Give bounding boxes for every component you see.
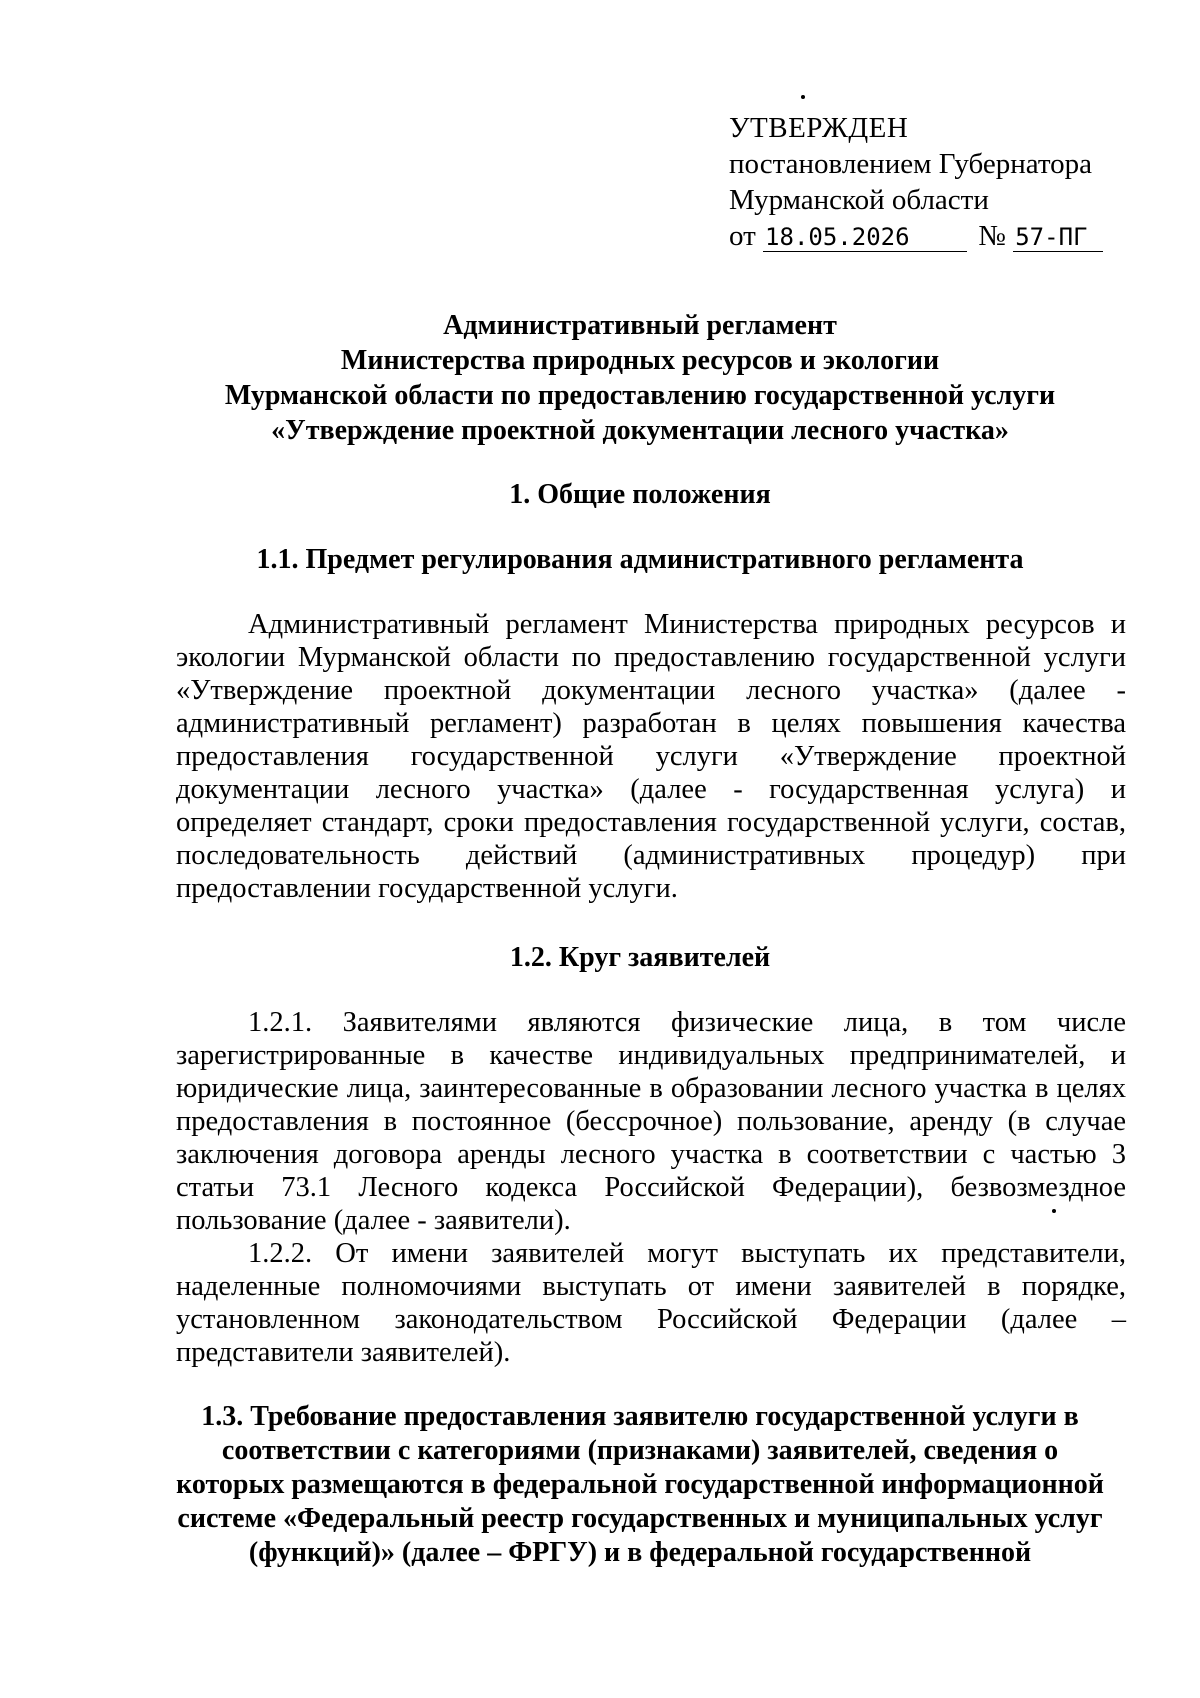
approval-date-number-line [729, 218, 1109, 254]
date-prefix: от [729, 220, 756, 252]
paragraph-line: статьи 73.1 Лесного кодекса Российской Федерации), безвозмездное [176, 1172, 1126, 1203]
paragraph-line: установленном законодательством Российской Федерации (далее – [176, 1304, 1126, 1335]
heading-line: системе «Федеральный реестр государственных и муниципальных услуг [177, 1503, 1103, 1534]
section-1-1-heading: 1.1. Предмет регулирования административного регламента [256, 544, 1024, 575]
number-prefix: № [978, 220, 1006, 252]
paragraph-line: представители заявителей). [176, 1337, 511, 1368]
paragraph-line: Административный регламент Министерства природных ресурсов и [248, 609, 1126, 640]
paragraph-line: экологии Мурманской области по предоставлению государственной услуги [176, 642, 1126, 673]
paragraph-line: зарегистрированные в качестве индивидуальных предпринимателей, и [176, 1040, 1126, 1071]
paragraph-line: пользование (далее - заявители). [176, 1205, 571, 1236]
approval-number: 57-ПГ [1013, 223, 1103, 252]
paragraph-line: 1.2.1. Заявителями являются физические лица, в том числе [248, 1007, 1126, 1038]
paragraph-line: предоставления в постоянное (бессрочное) пользование, аренду (в случае [176, 1106, 1126, 1137]
document-title [150, 308, 1130, 448]
title-line: «Утверждение проектной документации лесного участка» [271, 415, 1009, 446]
approved-label: УТВЕРЖДЕН [729, 112, 909, 144]
title-line: Административный регламент [443, 310, 837, 341]
paragraph-line: «Утверждение проектной документации лесного участка» (далее - [176, 675, 1126, 706]
paragraph-line: наделенные полномочиями выступать от имени заявителей в порядке, [176, 1271, 1126, 1302]
heading-line: соответствии с категориями (признаками) заявителей, сведения о [221, 1435, 1059, 1466]
title-line: Министерства природных ресурсов и экологии [340, 345, 940, 376]
heading-line: 1.3. Требование предоставления заявителю государственной услуги в [201, 1401, 1079, 1432]
approval-authority: постановлением Губернатора [729, 148, 1093, 180]
paragraph-line: предоставлении государственной услуги. [176, 873, 678, 904]
paragraph-line: административный регламент) разработан в целях повышения качества [176, 708, 1126, 739]
section-1-2-2-paragraph [176, 1237, 1126, 1369]
title-line: Мурманской области по предоставлению государственной услуги [224, 380, 1056, 411]
scan-speck [801, 95, 805, 99]
paragraph-line: определяет стандарт, сроки предоставления государственной услуги, состав, [176, 807, 1126, 838]
paragraph-line: последовательность действий (административных процедур) при [176, 840, 1126, 871]
paragraph-line: документации лесного участка» (далее - государственная услуга) и [176, 774, 1126, 805]
paragraph-line: 1.2.2. От имени заявителей могут выступать их представители, [248, 1238, 1126, 1269]
paragraph-line: заключения договора аренды лесного участка в соответствии с частью 3 [176, 1139, 1126, 1170]
paragraph-line: юридические лица, заинтересованные в образовании лесного участка в целях [176, 1073, 1126, 1104]
section-1-2-1-paragraph [176, 1006, 1126, 1237]
scan-speck [1052, 1209, 1056, 1213]
section-1-heading: 1. Общие положения [509, 479, 771, 510]
section-1-1-paragraph [176, 608, 1126, 905]
approval-block [729, 110, 1109, 254]
section-1-3-heading [150, 1400, 1130, 1570]
approval-region: Мурманской области [729, 184, 989, 216]
section-1-2-heading: 1.2. Круг заявителей [509, 942, 771, 973]
heading-line: (функций)» (далее – ФРГУ) и в федеральной государственной [248, 1537, 1032, 1568]
paragraph-line: предоставления государственной услуги «Утверждение проектной [176, 741, 1126, 772]
heading-line: которых размещаются в федеральной государственной информационной [176, 1469, 1104, 1500]
approval-date: 18.05.2026 [763, 223, 967, 252]
